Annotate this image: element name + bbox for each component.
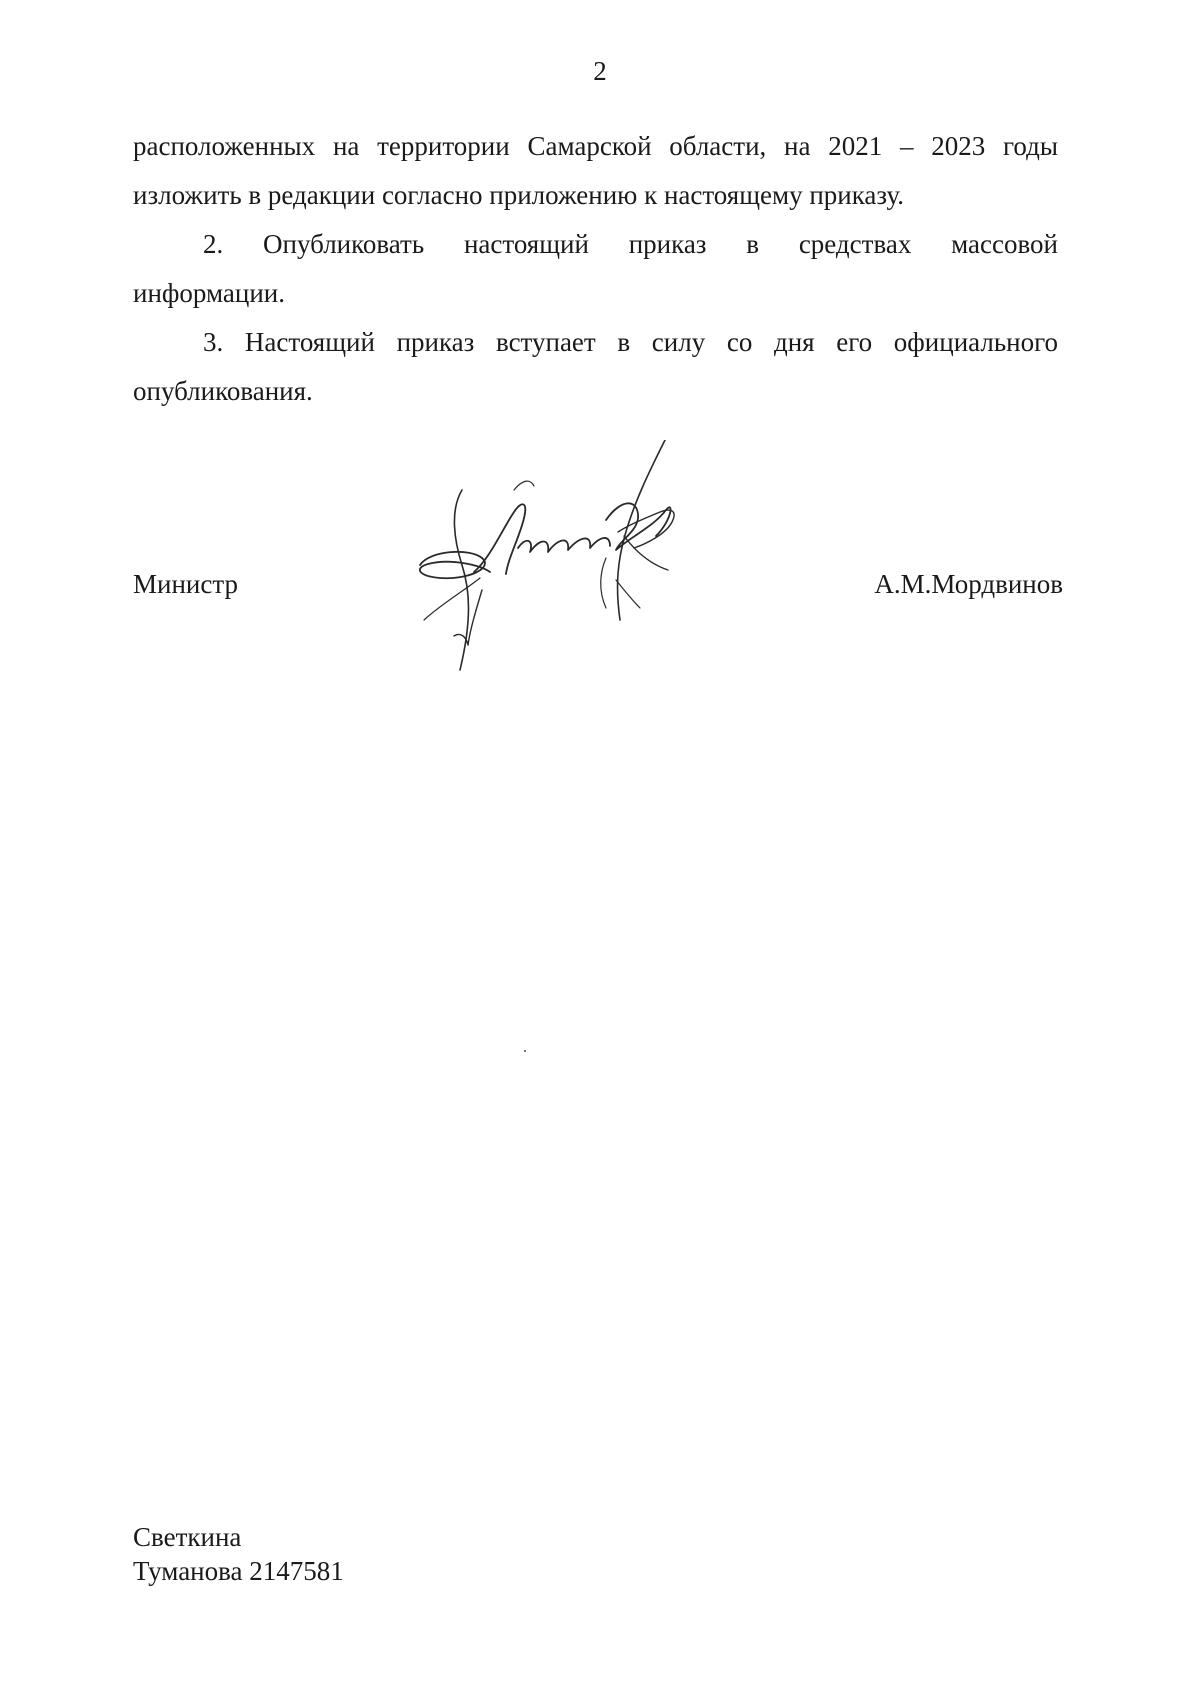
paragraph-3 — [133, 318, 1058, 367]
signatory-name: А.М.Мордвинов — [874, 569, 1063, 599]
paragraph-3-continued — [133, 367, 1058, 416]
handwritten-signature — [410, 440, 730, 690]
document-body — [133, 122, 1058, 416]
paragraph-2-line-2: информации. — [133, 278, 285, 308]
paragraph-1-continued — [133, 171, 1058, 220]
paragraph-2-continued — [133, 269, 1058, 318]
signatory-title: Министр — [133, 569, 238, 599]
footer-line-2: Туманова 2147581 — [133, 1556, 344, 1586]
paragraph-3-line-2: опубликования. — [133, 376, 313, 406]
footer-line-1: Светкина — [133, 1522, 242, 1552]
scan-dot — [524, 1050, 526, 1052]
paragraph-2-line-1: 2. Опубликовать настоящий приказ в средствах массовой — [203, 229, 1058, 259]
footer-executors — [133, 1520, 344, 1588]
paragraph-1-line-2: изложить в редакции согласно приложению к настоящему приказу. — [133, 180, 905, 210]
paragraph-3-line-1: 3. Настоящий приказ вступает в силу со дня его официального — [203, 327, 1058, 357]
paragraph-1-line-1: расположенных на территории Самарской области, на 2021 – 2023 годы — [133, 131, 1058, 161]
paragraph-1 — [133, 122, 1058, 171]
paragraph-2 — [133, 220, 1058, 269]
page-number: 2 — [593, 56, 607, 86]
